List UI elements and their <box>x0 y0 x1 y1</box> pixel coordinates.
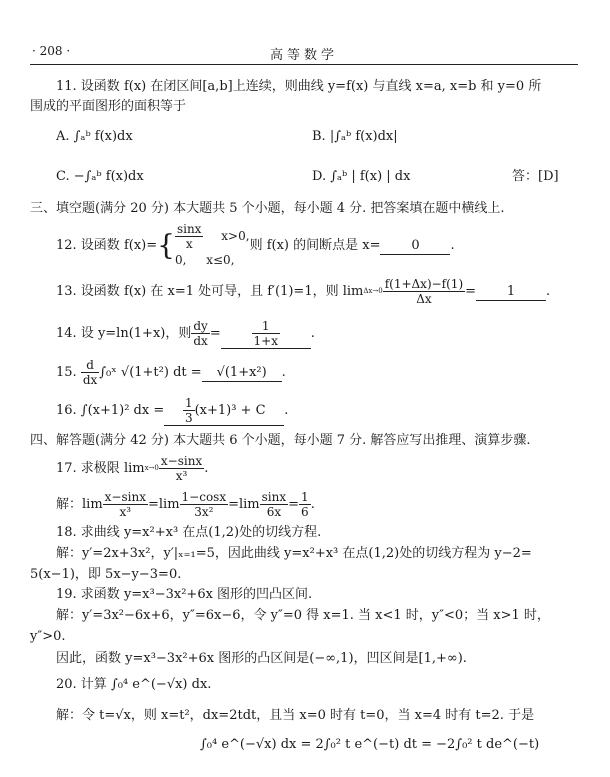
q12-case2-cond: x≤0, <box>206 253 235 267</box>
q12-answer-blank: 0 <box>380 238 450 255</box>
q13: 13. 设函数 f(x) 在 x=1 处可导，且 f′(1)=1，则 lim Δx→0 $\frac{f(1+\Delta x)-f(1)}{\Delta x}$ = 1 . <box>56 277 551 306</box>
page-number: · 208 · <box>32 44 71 58</box>
q17-den: x³ <box>175 469 188 483</box>
q17-sol-prefix: 解：lim <box>56 497 103 512</box>
q11-answer: 答：[D] <box>512 169 559 184</box>
section3-title: 三、填空题(满分 20 分) 本大题共 5 个小题，每小题 4 分. 把答案填在题中横线上. <box>30 201 505 216</box>
q11-option-a: A. ∫ₐᵇ f(x)dx <box>56 129 133 144</box>
q15-integral: ∫₀ˣ √(1+t²) dt = <box>99 365 202 380</box>
left-brace-icon: { <box>157 228 175 262</box>
q17-eq: = <box>288 497 300 512</box>
q11-stem-line1: 11. 设函数 f(x) 在闭区间[a,b]上连续，则曲线 y=f(x) 与直线 x=a, x=b 和 y=0 所 <box>56 79 542 94</box>
q17-eqlim-1: =lim <box>147 497 180 512</box>
q17-end: . <box>310 497 315 512</box>
q19-solution-line3: 因此，函数 y=x³−3x²+6x 图形的凸区间是(−∞,1)，凹区间是[1,+∞). <box>56 651 467 666</box>
q16-prefix: 16. ∫(x+1)² dx = <box>56 403 165 418</box>
q17-s1-den: x³ <box>119 505 132 519</box>
q15-answer-blank: √(1+x²) <box>202 365 282 382</box>
running-title: 高等数学 <box>269 48 338 63</box>
q12-case2-val: 0, <box>174 253 187 267</box>
q16-answer-den: 3 <box>184 411 193 425</box>
q17-s2-num: 1−cosx <box>181 490 227 504</box>
q12-case1-cond: x>0, <box>221 229 250 243</box>
q14: 14. 设 y=ln(1+x)，则 $\frac{dy}{dx}$ = $\frac{1}{1+x}$ . <box>56 319 315 348</box>
q13-eq: = <box>465 284 477 299</box>
q20-solution-line2: ∫₀⁴ e^(−√x) dx = 2∫₀² t e^(−t) dt = −2∫₀² t de^(−t) <box>200 737 540 752</box>
q11-stem-line2: 围成的平面图形的面积等于 <box>30 99 187 114</box>
q17-result-den: 6 <box>301 505 309 519</box>
q13-prefix: 13. 设函数 f(x) 在 x=1 处可导，且 f′(1)=1，则 lim <box>56 284 364 299</box>
q14-dy: dy <box>193 319 208 333</box>
page-header <box>30 44 578 65</box>
q18-solution-line2: 5(x−1)，即 5x−y−3=0. <box>30 567 182 582</box>
q15-dx: dx <box>82 373 98 387</box>
q19-stem: 19. 求函数 y=x³−3x²+6x 图形的凹凸区间. <box>56 587 313 602</box>
q11-option-b: B. |∫ₐᵇ f(x)dx| <box>312 129 398 144</box>
q14-prefix: 14. 设 y=ln(1+x)，则 <box>56 326 192 341</box>
q18-solution-line1: 解：y′=2x+3x²，y′|ₓ₌₁=5，因此曲线 y=x²+x³ 在点(1,2)处的切线方程为 y−2= <box>56 546 532 561</box>
q14-eq: = <box>209 326 221 341</box>
section4-title: 四、解答题(满分 42 分) 本大题共 6 个小题，每小题 7 分. 解答应写出推理、演算步骤. <box>30 433 531 448</box>
q14-answer-num: 1 <box>252 319 280 334</box>
q12-case1-num: sinx <box>176 222 202 236</box>
q16: 16. ∫(x+1)² dx = $\frac{1}{3}$ (x+1)³ + C . <box>56 396 289 425</box>
q17-lim-under: x→0 <box>144 464 159 472</box>
q18-stem: 18. 求曲线 y=x²+x³ 在点(1,2)处的切线方程. <box>56 525 322 540</box>
q17-stem-text: 17. 求极限 lim <box>56 461 145 476</box>
q17-result-num: 1 <box>301 490 309 504</box>
q17-s3-num: sinx <box>261 490 287 504</box>
q14-dx: dx <box>193 334 208 348</box>
q20-solution-line1: 解：令 t=√x，则 x=t²，dx=2tdt，且当 x=0 时有 t=0，当 x=4 时有 t=2. 于是 <box>56 708 535 723</box>
q11-option-d: D. ∫ₐᵇ | f(x) | dx <box>312 169 411 184</box>
q14-answer-den: 1+x <box>253 334 278 348</box>
q12-suffix: 则 f(x) 的间断点是 x= <box>249 238 381 253</box>
q12-piecewise <box>175 222 250 269</box>
q19-solution-line1: 解：y′=3x²−6x+6，y″=6x−6，令 y″=0 得 x=1. 当 x<1 时，y″<0；当 x>1 时， <box>56 608 550 623</box>
q11-option-c: C. −∫ₐᵇ f(x)dx <box>56 169 144 184</box>
q12-case1-den: x <box>185 237 193 251</box>
q17-s1-num: x−sinx <box>104 490 146 504</box>
q12-prefix: 12. 设函数 f(x)= <box>56 238 158 253</box>
q15-d: d <box>81 358 99 373</box>
q12: 12. 设函数 f(x)={ $\frac{\sin x}{x}$ x>0, 0, x≤0, 则 f(x) 的间断点是 x= 0 . <box>56 222 455 267</box>
q17-eqlim-2: =lim <box>228 497 260 512</box>
q15: 15. $\frac{d}{dx}$ ∫₀ˣ √(1+t²) dt = √(1+x²) . <box>56 358 286 387</box>
q16-answer-rest: (x+1)³ + C <box>194 403 266 418</box>
q17-s3-den: 6x <box>266 505 282 519</box>
q20-stem: 20. 计算 ∫₀⁴ e^(−√x) dx. <box>56 677 212 692</box>
q19-solution-line2: y″>0. <box>30 629 66 644</box>
q17-solution <box>56 488 315 522</box>
q13-frac-den: Δx <box>416 292 432 306</box>
q17-stem: 17. 求极限 lim x→0 $\frac{x-\sin x}{\text{x³}}$ . <box>56 454 209 483</box>
q17-num: x−sinx <box>160 454 203 468</box>
q13-frac-num: f(1+Δx)−f(1) <box>384 277 464 291</box>
q13-answer-blank: 1 <box>476 284 546 301</box>
q17-s2-den: 3x² <box>194 505 214 519</box>
q16-answer-num: 1 <box>184 396 193 410</box>
q15-prefix: 15. <box>56 365 77 380</box>
q13-lim-under: Δx→0 <box>363 287 383 295</box>
